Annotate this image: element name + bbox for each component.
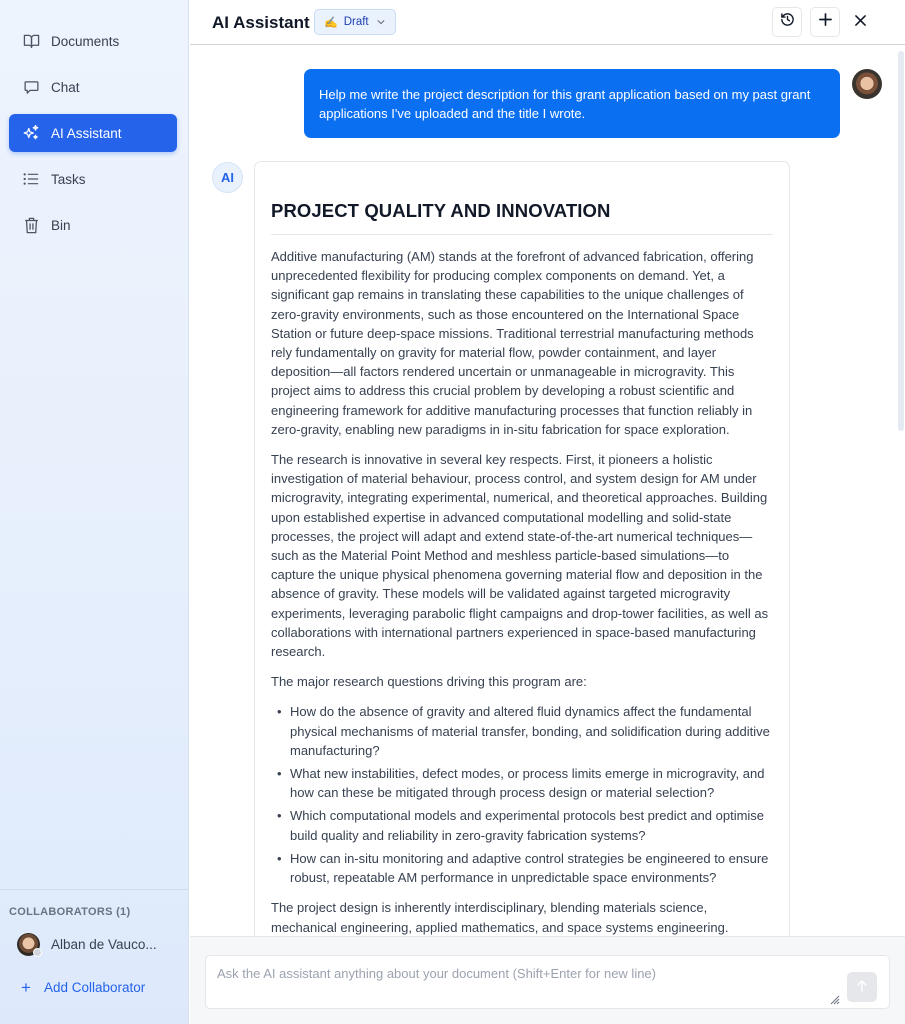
collaborator-name: Alban de Vauco... — [51, 937, 157, 952]
add-collaborator-label: Add Collaborator — [43, 980, 146, 995]
collaborators-heading: COLLABORATORS (1) — [9, 906, 131, 918]
sidebar-item-label: Documents — [51, 33, 120, 49]
response-paragraph: The research is innovative in several key respects. First, it pioneers a holistic investigation of material behaviour, process control, and system design for AM under microgravity, integrating experimental, numerical, and theoretical approaches. Building upon established expertise in advanced computational modelling and solid-state processes, the project will adapt and extend state-of-the-art numerical techniques—such as the Material Point Method and meshless particle-based simulations—to capture the unique physical phenomena governing material flow and deposition in the absence of gravity. These models will be validated against targeted microgravity experiments, leveraging parabolic flight campaigns and drop-tower facilities, as well as collaborations with international partners experienced in space-based manufacturing research. — [271, 452, 769, 660]
writing-hand-icon: ✍️ — [324, 16, 338, 29]
sidebar-item-label: Tasks — [51, 171, 86, 187]
list-item: • What new instabilities, defect modes, or process limits emerge in microgravity, and how can these be mitigated through process design or material selection? — [271, 764, 773, 802]
response-heading: PROJECT QUALITY AND INNOVATION — [271, 200, 773, 235]
plus-icon: + — [21, 978, 31, 997]
add-collaborator-button[interactable] — [21, 979, 188, 996]
status-dropdown[interactable] — [314, 9, 396, 35]
sidebar-item-documents[interactable] — [9, 22, 177, 60]
ai-response — [254, 161, 790, 936]
sidebar-item-label: Bin — [51, 217, 71, 233]
sidebar-item-chat[interactable] — [9, 68, 177, 106]
user-avatar — [852, 69, 882, 99]
sidebar — [0, 0, 189, 1024]
avatar — [17, 933, 40, 956]
close-icon — [855, 13, 866, 31]
sidebar-item-label: AI Assistant — [51, 125, 122, 141]
collaborators-section — [0, 889, 188, 996]
send-button[interactable] — [847, 972, 877, 1002]
list-item: • How do the absence of gravity and altered fluid dynamics affect the fundamental physical mechanisms of material transfer, bonding, and solidification during additive manufacturing? — [271, 702, 773, 760]
sparkles-icon — [22, 124, 40, 142]
page-title: AI Assistant — [212, 13, 310, 32]
arrow-up-icon — [857, 980, 867, 995]
chevron-down-icon — [377, 17, 385, 27]
new-chat-button[interactable] — [810, 7, 840, 37]
response-paragraph: Additive manufacturing (AM) stands at the forefront of advanced fabrication, offering unprecedented flexibility for producing complex components on demand. Yet, a significant gap remains in translating these capabilities to the unique challenges of zero-gravity environments, such as those encountered on the International Space Station or future deep-space missions. Traditional terrestrial manufacturing methods rely fundamentally on gravity for material flow, powder containment, and layer deposition—all factors rendered uncertain or unmanageable in microgravity. This project aims to address this crucial problem by developing a robust scientific and engineering framework for additive manufacturing processes that function reliably in zero-gravity, enabling new paradigms in in-situ fabrication for space exploration. — [271, 249, 754, 437]
trash-icon — [22, 216, 40, 234]
list-item: • How can in-situ monitoring and adaptive control strategies be engineered to ensure robust, repeatable AM performance in unpredictable space environments? — [271, 849, 773, 887]
response-paragraph: The major research questions driving this program are: — [271, 674, 587, 690]
book-icon — [22, 32, 40, 50]
chat-bubble-icon — [22, 78, 40, 96]
sidebar-item-ai-assistant[interactable] — [9, 114, 177, 152]
status-dot — [33, 948, 42, 957]
list-item: • Which computational models and experimental protocols best predict and optimise build quality and reliability in zero-gravity fabrication systems? — [271, 806, 773, 844]
chat-thread — [190, 46, 905, 936]
composer — [205, 955, 890, 1009]
response-paragraph: The project design is inherently interdisciplinary, blending materials science, mechanical engineering, applied mathematics, and space systems engineering. — [271, 900, 729, 935]
message-input[interactable] — [206, 956, 826, 1008]
user-message: Help me write the project description for this grant application based on my past grant applications I've uploaded and the title I wrote. — [304, 69, 840, 138]
close-button[interactable] — [845, 7, 875, 37]
ai-avatar: AI — [212, 162, 243, 193]
scrollbar[interactable] — [898, 51, 904, 431]
sidebar-nav — [0, 12, 188, 252]
collaborator-item[interactable] — [17, 933, 188, 956]
plus-icon — [819, 13, 832, 31]
sidebar-item-bin[interactable] — [9, 206, 177, 244]
header — [190, 0, 905, 45]
history-icon — [780, 12, 795, 32]
sidebar-item-label: Chat — [51, 79, 80, 95]
history-button[interactable] — [772, 7, 802, 37]
sidebar-item-tasks[interactable] — [9, 160, 177, 198]
composer-area — [190, 936, 905, 1024]
resize-handle-icon[interactable] — [830, 992, 840, 1002]
research-questions-list — [271, 702, 773, 887]
status-label: Draft — [343, 16, 369, 28]
list-icon — [22, 170, 40, 188]
